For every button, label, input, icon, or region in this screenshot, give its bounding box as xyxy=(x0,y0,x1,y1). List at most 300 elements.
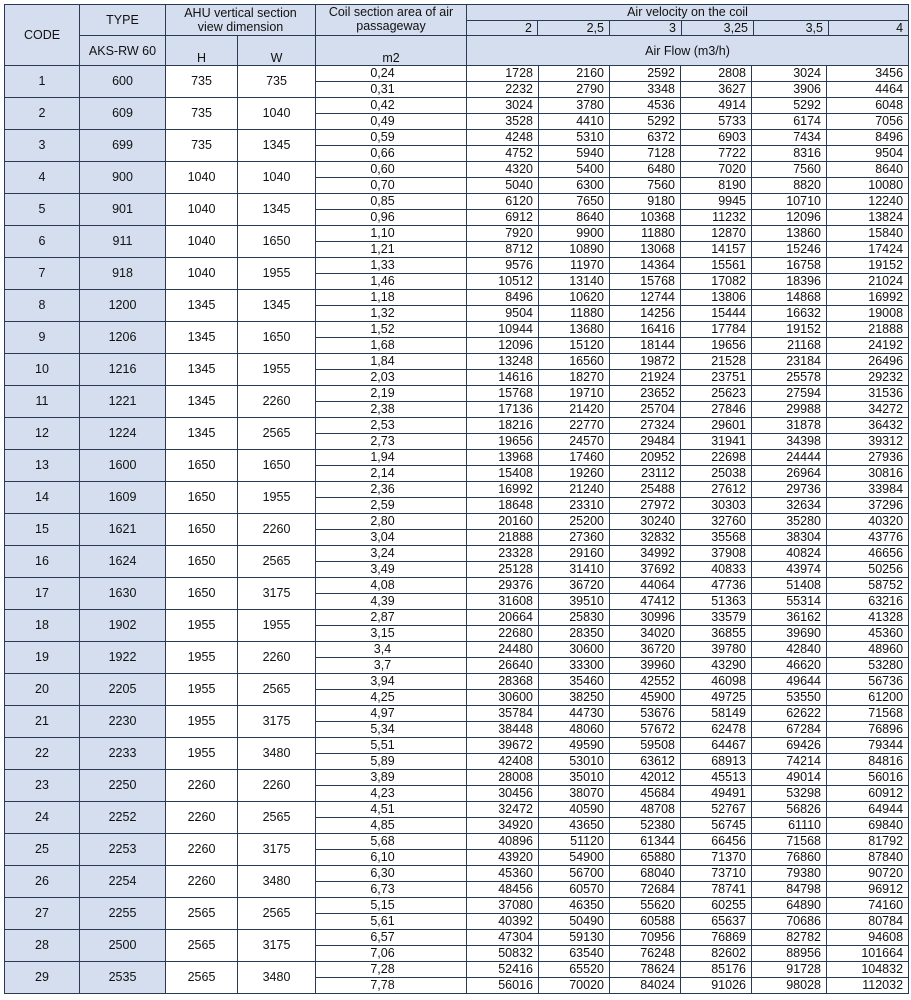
airflow-cell: 71568 xyxy=(827,706,909,722)
airflow-cell: 60570 xyxy=(539,882,610,898)
airflow-cell: 85176 xyxy=(681,962,752,978)
airflow-cell: 13824 xyxy=(827,210,909,226)
airflow-cell: 61200 xyxy=(827,690,909,706)
area-cell: 1,46 xyxy=(316,274,467,290)
airflow-cell: 8496 xyxy=(827,130,909,146)
airflow-cell: 71370 xyxy=(681,850,752,866)
airflow-cell: 76896 xyxy=(827,722,909,738)
area-cell: 0,31 xyxy=(316,82,467,98)
area-cell: 4,85 xyxy=(316,818,467,834)
airflow-cell: 8316 xyxy=(752,146,827,162)
airflow-cell: 1728 xyxy=(467,66,539,82)
airflow-cell: 87840 xyxy=(827,850,909,866)
airflow-cell: 17424 xyxy=(827,242,909,258)
table-row xyxy=(5,482,909,498)
airflow-cell: 13968 xyxy=(467,450,539,466)
header-ahu: AHU vertical section view dimension xyxy=(166,5,316,36)
airflow-cell: 25128 xyxy=(467,562,539,578)
airflow-cell: 22770 xyxy=(539,418,610,434)
airflow-cell: 21420 xyxy=(539,402,610,418)
airflow-cell: 61344 xyxy=(610,834,681,850)
airflow-cell: 18144 xyxy=(610,338,681,354)
airflow-cell: 67284 xyxy=(752,722,827,738)
airflow-cell: 69840 xyxy=(827,818,909,834)
area-cell: 1,18 xyxy=(316,290,467,306)
airflow-cell: 20664 xyxy=(467,610,539,626)
airflow-cell: 6372 xyxy=(610,130,681,146)
airflow-cell: 63216 xyxy=(827,594,909,610)
airflow-cell: 56016 xyxy=(467,978,539,994)
airflow-cell: 4914 xyxy=(681,98,752,114)
code-cell: 19 xyxy=(5,642,80,674)
airflow-cell: 56826 xyxy=(752,802,827,818)
area-cell: 0,49 xyxy=(316,114,467,130)
w-cell: 2260 xyxy=(238,514,316,546)
code-cell: 10 xyxy=(5,354,80,386)
area-cell: 1,84 xyxy=(316,354,467,370)
area-cell: 2,03 xyxy=(316,370,467,386)
airflow-cell: 27972 xyxy=(610,498,681,514)
type-cell: 1200 xyxy=(80,290,166,322)
airflow-cell: 26964 xyxy=(752,466,827,482)
airflow-cell: 37908 xyxy=(681,546,752,562)
airflow-cell: 26640 xyxy=(467,658,539,674)
code-cell: 29 xyxy=(5,962,80,994)
type-cell: 2500 xyxy=(80,930,166,962)
airflow-cell: 30456 xyxy=(467,786,539,802)
airflow-cell: 51363 xyxy=(681,594,752,610)
airflow-cell: 7020 xyxy=(681,162,752,178)
area-cell: 1,10 xyxy=(316,226,467,242)
area-cell: 0,96 xyxy=(316,210,467,226)
code-cell: 28 xyxy=(5,930,80,962)
airflow-cell: 42552 xyxy=(610,674,681,690)
area-cell: 3,49 xyxy=(316,562,467,578)
airflow-cell: 31941 xyxy=(681,434,752,450)
airflow-cell: 82602 xyxy=(681,946,752,962)
airflow-cell: 6300 xyxy=(539,178,610,194)
airflow-cell: 32472 xyxy=(467,802,539,818)
airflow-table xyxy=(4,4,909,994)
airflow-cell: 35280 xyxy=(752,514,827,530)
airflow-cell: 36855 xyxy=(681,626,752,642)
airflow-cell: 7920 xyxy=(467,226,539,242)
airflow-cell: 18270 xyxy=(539,370,610,386)
airflow-cell: 61110 xyxy=(752,818,827,834)
airflow-cell: 40392 xyxy=(467,914,539,930)
area-cell: 2,87 xyxy=(316,610,467,626)
airflow-cell: 24480 xyxy=(467,642,539,658)
airflow-cell: 37080 xyxy=(467,898,539,914)
airflow-cell: 10368 xyxy=(610,210,681,226)
airflow-cell: 8640 xyxy=(827,162,909,178)
table-row xyxy=(5,386,909,402)
table-row xyxy=(5,610,909,626)
w-cell: 1955 xyxy=(238,354,316,386)
airflow-cell: 39960 xyxy=(610,658,681,674)
airflow-cell: 74214 xyxy=(752,754,827,770)
airflow-cell: 35010 xyxy=(539,770,610,786)
airflow-cell: 3528 xyxy=(467,114,539,130)
header-coil-unit: m2 xyxy=(316,36,467,66)
airflow-cell: 69426 xyxy=(752,738,827,754)
airflow-cell: 36162 xyxy=(752,610,827,626)
airflow-cell: 19152 xyxy=(752,322,827,338)
airflow-cell: 6912 xyxy=(467,210,539,226)
airflow-cell: 3627 xyxy=(681,82,752,98)
airflow-cell: 7434 xyxy=(752,130,827,146)
code-cell: 3 xyxy=(5,130,80,162)
airflow-cell: 7722 xyxy=(681,146,752,162)
airflow-cell: 38070 xyxy=(539,786,610,802)
type-cell: 609 xyxy=(80,98,166,130)
w-cell: 1955 xyxy=(238,610,316,642)
type-cell: 2254 xyxy=(80,866,166,898)
type-cell: 2535 xyxy=(80,962,166,994)
airflow-cell: 6174 xyxy=(752,114,827,130)
airflow-cell: 13680 xyxy=(539,322,610,338)
airflow-cell: 104832 xyxy=(827,962,909,978)
airflow-cell: 11880 xyxy=(539,306,610,322)
airflow-cell: 43650 xyxy=(539,818,610,834)
airflow-cell: 16632 xyxy=(752,306,827,322)
area-cell: 2,38 xyxy=(316,402,467,418)
w-cell: 1345 xyxy=(238,130,316,162)
table-row xyxy=(5,738,909,754)
airflow-cell: 78624 xyxy=(610,962,681,978)
airflow-cell: 30303 xyxy=(681,498,752,514)
airflow-cell: 12744 xyxy=(610,290,681,306)
airflow-cell: 19260 xyxy=(539,466,610,482)
area-cell: 1,52 xyxy=(316,322,467,338)
type-cell: 1621 xyxy=(80,514,166,546)
airflow-cell: 31536 xyxy=(827,386,909,402)
header-type-sub: AKS-RW 60 xyxy=(80,36,166,66)
airflow-cell: 25578 xyxy=(752,370,827,386)
w-cell: 2565 xyxy=(238,546,316,578)
area-cell: 3,89 xyxy=(316,770,467,786)
area-cell: 2,73 xyxy=(316,434,467,450)
airflow-cell: 15120 xyxy=(539,338,610,354)
h-cell: 735 xyxy=(166,66,238,98)
airflow-cell: 58752 xyxy=(827,578,909,594)
code-cell: 13 xyxy=(5,450,80,482)
table-row xyxy=(5,226,909,242)
airflow-cell: 6480 xyxy=(610,162,681,178)
airflow-cell: 60588 xyxy=(610,914,681,930)
airflow-cell: 40896 xyxy=(467,834,539,850)
table-row xyxy=(5,354,909,370)
airflow-cell: 27360 xyxy=(539,530,610,546)
airflow-cell: 19656 xyxy=(681,338,752,354)
w-cell: 735 xyxy=(238,66,316,98)
airflow-cell: 48456 xyxy=(467,882,539,898)
h-cell: 735 xyxy=(166,98,238,130)
w-cell: 3480 xyxy=(238,866,316,898)
w-cell: 3480 xyxy=(238,738,316,770)
airflow-cell: 10620 xyxy=(539,290,610,306)
w-cell: 1650 xyxy=(238,226,316,258)
airflow-cell: 13860 xyxy=(752,226,827,242)
airflow-cell: 49491 xyxy=(681,786,752,802)
airflow-cell: 79344 xyxy=(827,738,909,754)
area-cell: 6,30 xyxy=(316,866,467,882)
airflow-cell: 43776 xyxy=(827,530,909,546)
airflow-cell: 43974 xyxy=(752,562,827,578)
h-cell: 1345 xyxy=(166,290,238,322)
type-cell: 1609 xyxy=(80,482,166,514)
airflow-cell: 40833 xyxy=(681,562,752,578)
h-cell: 2565 xyxy=(166,930,238,962)
velocity-value: 2 xyxy=(467,21,538,35)
code-cell: 8 xyxy=(5,290,80,322)
airflow-cell: 36720 xyxy=(610,642,681,658)
airflow-cell: 21888 xyxy=(467,530,539,546)
airflow-cell: 40824 xyxy=(752,546,827,562)
area-cell: 3,04 xyxy=(316,530,467,546)
h-cell: 1040 xyxy=(166,258,238,290)
airflow-cell: 9945 xyxy=(681,194,752,210)
table-row xyxy=(5,930,909,946)
airflow-cell: 16758 xyxy=(752,258,827,274)
area-cell: 7,78 xyxy=(316,978,467,994)
table-row xyxy=(5,706,909,722)
code-cell: 9 xyxy=(5,322,80,354)
area-cell: 0,24 xyxy=(316,66,467,82)
airflow-cell: 78741 xyxy=(681,882,752,898)
airflow-cell: 12240 xyxy=(827,194,909,210)
airflow-cell: 19008 xyxy=(827,306,909,322)
type-cell: 2230 xyxy=(80,706,166,738)
velocity-title: Air velocity on the coil xyxy=(467,5,908,21)
airflow-cell: 48708 xyxy=(610,802,681,818)
area-cell: 7,06 xyxy=(316,946,467,962)
airflow-cell: 19152 xyxy=(827,258,909,274)
airflow-cell: 50256 xyxy=(827,562,909,578)
h-cell: 1650 xyxy=(166,578,238,610)
airflow-cell: 49590 xyxy=(539,738,610,754)
area-cell: 3,7 xyxy=(316,658,467,674)
airflow-cell: 38448 xyxy=(467,722,539,738)
airflow-cell: 11232 xyxy=(681,210,752,226)
airflow-cell: 27324 xyxy=(610,418,681,434)
airflow-cell: 8640 xyxy=(539,210,610,226)
airflow-cell: 9900 xyxy=(539,226,610,242)
airflow-cell: 34398 xyxy=(752,434,827,450)
airflow-cell: 32832 xyxy=(610,530,681,546)
airflow-cell: 56736 xyxy=(827,674,909,690)
airflow-cell: 25704 xyxy=(610,402,681,418)
airflow-cell: 3024 xyxy=(752,66,827,82)
airflow-cell: 46620 xyxy=(752,658,827,674)
h-cell: 735 xyxy=(166,130,238,162)
airflow-cell: 21924 xyxy=(610,370,681,386)
airflow-cell: 15561 xyxy=(681,258,752,274)
airflow-cell: 21888 xyxy=(827,322,909,338)
airflow-cell: 23328 xyxy=(467,546,539,562)
header-coil: Coil section area of air passageway xyxy=(316,5,467,36)
airflow-cell: 53010 xyxy=(539,754,610,770)
airflow-cell: 10944 xyxy=(467,322,539,338)
airflow-cell: 44730 xyxy=(539,706,610,722)
h-cell: 1955 xyxy=(166,642,238,674)
airflow-cell: 13140 xyxy=(539,274,610,290)
w-cell: 2565 xyxy=(238,898,316,930)
airflow-cell: 48060 xyxy=(539,722,610,738)
airflow-cell: 49014 xyxy=(752,770,827,786)
airflow-cell: 9504 xyxy=(467,306,539,322)
airflow-cell: 15444 xyxy=(681,306,752,322)
airflow-cell: 14364 xyxy=(610,258,681,274)
w-cell: 1345 xyxy=(238,194,316,226)
airflow-cell: 39672 xyxy=(467,738,539,754)
airflow-cell: 51408 xyxy=(752,578,827,594)
airflow-cell: 43920 xyxy=(467,850,539,866)
airflow-cell: 13806 xyxy=(681,290,752,306)
airflow-cell: 15408 xyxy=(467,466,539,482)
airflow-cell: 10080 xyxy=(827,178,909,194)
code-cell: 20 xyxy=(5,674,80,706)
airflow-cell: 40320 xyxy=(827,514,909,530)
airflow-cell: 81792 xyxy=(827,834,909,850)
airflow-cell: 9504 xyxy=(827,146,909,162)
type-cell: 1624 xyxy=(80,546,166,578)
airflow-cell: 65880 xyxy=(610,850,681,866)
code-cell: 5 xyxy=(5,194,80,226)
h-cell: 1955 xyxy=(166,738,238,770)
h-cell: 2260 xyxy=(166,802,238,834)
velocity-value: 4 xyxy=(896,21,904,35)
airflow-cell: 53280 xyxy=(827,658,909,674)
airflow-cell: 58149 xyxy=(681,706,752,722)
airflow-cell: 18396 xyxy=(752,274,827,290)
airflow-cell: 21024 xyxy=(827,274,909,290)
area-cell: 5,89 xyxy=(316,754,467,770)
airflow-cell: 32760 xyxy=(681,514,752,530)
airflow-cell: 38250 xyxy=(539,690,610,706)
airflow-cell: 14616 xyxy=(467,370,539,386)
airflow-cell: 10710 xyxy=(752,194,827,210)
type-cell: 1224 xyxy=(80,418,166,450)
airflow-cell: 53298 xyxy=(752,786,827,802)
airflow-cell: 3906 xyxy=(752,82,827,98)
type-cell: 1902 xyxy=(80,610,166,642)
area-cell: 0,70 xyxy=(316,178,467,194)
airflow-cell: 35784 xyxy=(467,706,539,722)
type-cell: 918 xyxy=(80,258,166,290)
w-cell: 3175 xyxy=(238,706,316,738)
airflow-cell: 31410 xyxy=(539,562,610,578)
airflow-cell: 15768 xyxy=(610,274,681,290)
airflow-cell: 16560 xyxy=(539,354,610,370)
code-cell: 16 xyxy=(5,546,80,578)
airflow-cell: 33984 xyxy=(827,482,909,498)
area-cell: 6,73 xyxy=(316,882,467,898)
velocity-value: 3 xyxy=(610,21,682,35)
velocity-value: 3,5 xyxy=(754,21,829,35)
airflow-cell: 27846 xyxy=(681,402,752,418)
airflow-cell: 79380 xyxy=(752,866,827,882)
airflow-cell: 3456 xyxy=(827,66,909,82)
airflow-cell: 47412 xyxy=(610,594,681,610)
airflow-cell: 24570 xyxy=(539,434,610,450)
airflow-cell: 63540 xyxy=(539,946,610,962)
airflow-cell: 8820 xyxy=(752,178,827,194)
table-row xyxy=(5,258,909,274)
h-cell: 2260 xyxy=(166,866,238,898)
area-cell: 0,59 xyxy=(316,130,467,146)
area-cell: 3,15 xyxy=(316,626,467,642)
airflow-cell: 13068 xyxy=(610,242,681,258)
airflow-cell: 56700 xyxy=(539,866,610,882)
airflow-cell: 47736 xyxy=(681,578,752,594)
airflow-cell: 38304 xyxy=(752,530,827,546)
airflow-cell: 29232 xyxy=(827,370,909,386)
airflow-cell: 112032 xyxy=(827,978,909,994)
w-cell: 1955 xyxy=(238,482,316,514)
w-cell: 2260 xyxy=(238,770,316,802)
airflow-cell: 84024 xyxy=(610,978,681,994)
table-row xyxy=(5,66,909,82)
airflow-cell: 10890 xyxy=(539,242,610,258)
airflow-cell: 48960 xyxy=(827,642,909,658)
w-cell: 1955 xyxy=(238,258,316,290)
airflow-cell: 96912 xyxy=(827,882,909,898)
airflow-cell: 4464 xyxy=(827,82,909,98)
airflow-cell: 29736 xyxy=(752,482,827,498)
airflow-cell: 45360 xyxy=(467,866,539,882)
airflow-cell: 60912 xyxy=(827,786,909,802)
area-cell: 4,51 xyxy=(316,802,467,818)
airflow-cell: 39780 xyxy=(681,642,752,658)
airflow-cell: 29376 xyxy=(467,578,539,594)
airflow-cell: 82782 xyxy=(752,930,827,946)
area-cell: 5,51 xyxy=(316,738,467,754)
airflow-cell: 49725 xyxy=(681,690,752,706)
airflow-cell: 80784 xyxy=(827,914,909,930)
w-cell: 3175 xyxy=(238,834,316,866)
h-cell: 1040 xyxy=(166,194,238,226)
airflow-cell: 76869 xyxy=(681,930,752,946)
airflow-cell: 4752 xyxy=(467,146,539,162)
table-row xyxy=(5,578,909,594)
area-cell: 2,19 xyxy=(316,386,467,402)
area-cell: 5,68 xyxy=(316,834,467,850)
type-cell: 1600 xyxy=(80,450,166,482)
type-cell: 699 xyxy=(80,130,166,162)
airflow-cell: 35568 xyxy=(681,530,752,546)
airflow-cell: 5310 xyxy=(539,130,610,146)
airflow-cell: 16416 xyxy=(610,322,681,338)
airflow-cell: 101664 xyxy=(827,946,909,962)
airflow-cell: 56745 xyxy=(681,818,752,834)
airflow-cell: 90720 xyxy=(827,866,909,882)
airflow-cell: 21528 xyxy=(681,354,752,370)
airflow-cell: 50832 xyxy=(467,946,539,962)
code-cell: 17 xyxy=(5,578,80,610)
h-cell: 1345 xyxy=(166,322,238,354)
area-cell: 2,59 xyxy=(316,498,467,514)
airflow-cell: 76860 xyxy=(752,850,827,866)
airflow-cell: 62478 xyxy=(681,722,752,738)
airflow-cell: 19872 xyxy=(610,354,681,370)
airflow-cell: 60255 xyxy=(681,898,752,914)
airflow-cell: 20952 xyxy=(610,450,681,466)
area-cell: 1,68 xyxy=(316,338,467,354)
h-cell: 2260 xyxy=(166,834,238,866)
table-row xyxy=(5,898,909,914)
airflow-cell: 57672 xyxy=(610,722,681,738)
